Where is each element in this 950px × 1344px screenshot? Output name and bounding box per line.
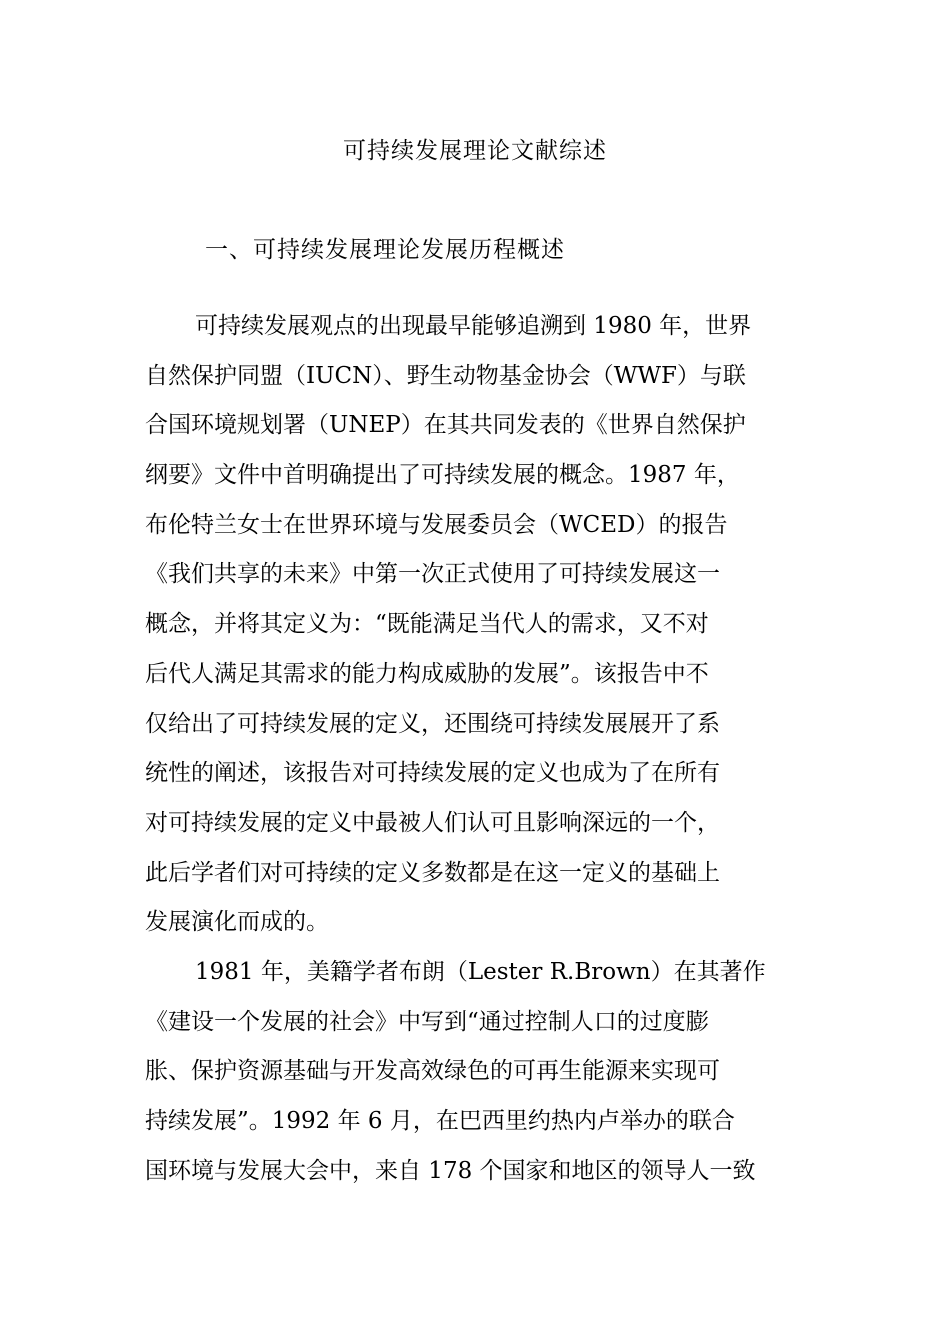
paragraph-line: 仅给出了可持续发展的定义，还围绕可持续发展展开了系 [145, 710, 720, 737]
paragraph-line: 后代人满足其需求的能力构成威胁的发展”。该报告中不 [145, 660, 709, 687]
paragraph-line: 1981 年，美籍学者布朗（Lester R.Brown）在其著作 [195, 959, 766, 985]
paragraph-line: 合国环境规划署（UNEP）在其共同发表的《世界自然保护 [145, 412, 746, 439]
paragraph-line: 纲要》文件中首明确提出了可持续发展的概念。1987 年， [145, 462, 740, 489]
paragraph-line: 可持续发展观点的出现最早能够追溯到 1980 年，世界 [195, 313, 752, 339]
paragraph-line: 对可持续发展的定义中最被人们认可且影响深远的一个， [145, 809, 720, 836]
paragraph-line: 国环境与发展大会中，来自 178 个国家和地区的领导人一致 [145, 1157, 756, 1184]
section-heading: 一、可持续发展理论发展历程概述 [205, 237, 565, 263]
paragraph-line: 概念，并将其定义为：“既能满足当代人的需求，又不对 [145, 611, 709, 638]
paragraph-line: 胀、保护资源基础与开发高效绿色的可再生能源来实现可 [145, 1058, 720, 1085]
paragraph-line: 此后学者们对可持续的定义多数都是在这一定义的基础上 [145, 859, 720, 886]
paragraph-line: 统性的阐述，该报告对可持续发展的定义也成为了在所有 [145, 760, 720, 787]
paragraph-line: 《我们共享的未来》中第一次正式使用了可持续发展这一 [145, 561, 720, 588]
paragraph-line: 布伦特兰女士在世界环境与发展委员会（WCED）的报告 [145, 511, 728, 538]
paragraph-2 [145, 948, 815, 1196]
paragraph-line: 自然保护同盟（IUCN）、野生动物基金协会（WWF）与联 [145, 362, 746, 389]
paragraph-1 [145, 302, 815, 948]
paragraph-line: 发展演化而成的。 [145, 909, 329, 936]
paragraph-line: 持续发展”。1992 年 6 月，在巴西里约热内卢举办的联合 [145, 1108, 735, 1135]
document-title: 可持续发展理论文献综述 [343, 138, 607, 164]
paragraph-line: 《建设一个发展的社会》中写到“通过控制人口的过度膨 [145, 1008, 709, 1035]
